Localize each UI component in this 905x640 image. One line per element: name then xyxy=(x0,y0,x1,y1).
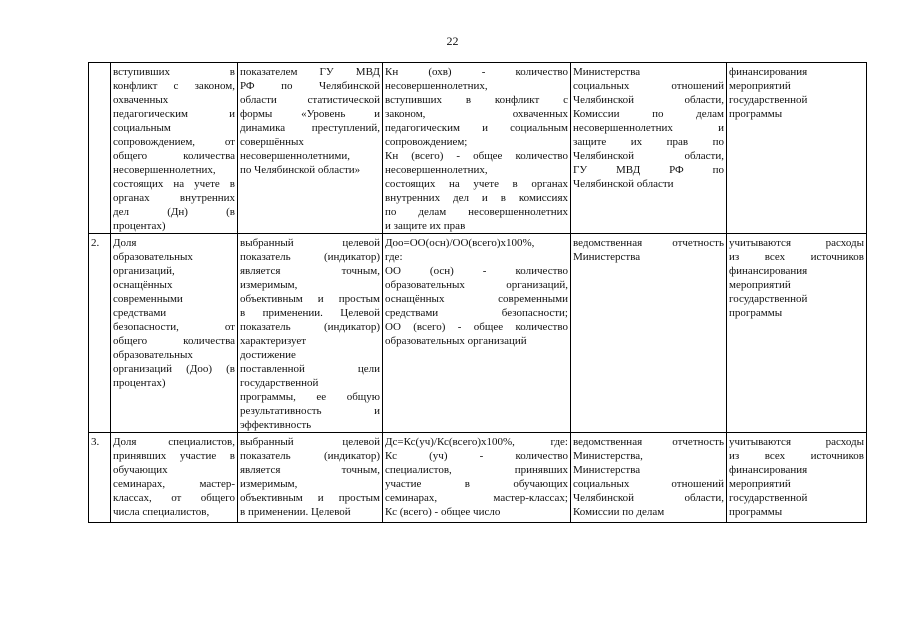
text-line: ГУ МВД РФ по xyxy=(573,164,724,176)
text-line: поставленной цели xyxy=(240,363,380,375)
text-line: состоящих на учете в органах xyxy=(385,178,568,190)
text-line: показатель (индикатор) xyxy=(240,251,380,263)
text-line: общего количества xyxy=(113,335,235,347)
indicator-name-cell xyxy=(111,63,238,234)
text-line: Комиссии по делам xyxy=(573,108,724,120)
text-line: образовательных xyxy=(113,349,193,361)
text-line: семинарах, мастер-классах; xyxy=(385,492,568,504)
text-line: Министерства, xyxy=(573,450,643,462)
funding-cell xyxy=(727,63,867,234)
text-line: средствами xyxy=(113,307,167,319)
text-line: результативность и xyxy=(240,405,380,417)
text-line: педагогическим и социальным xyxy=(385,122,568,134)
text-line: современными xyxy=(113,293,183,305)
data-source-cell xyxy=(571,433,727,523)
text-line: организаций, xyxy=(113,265,175,277)
text-line: эффективность xyxy=(240,419,312,431)
indicator-name-cell xyxy=(111,234,238,433)
text-line: в применении. Целевой xyxy=(240,307,380,319)
text-line: по делам несовершеннолетних xyxy=(385,206,568,218)
text-line: учитываются расходы xyxy=(729,436,864,448)
text-line: по Челябинской области» xyxy=(240,164,361,176)
text-line: финансирования xyxy=(729,265,808,277)
text-line: совершённых xyxy=(240,136,304,148)
text-line: образовательных xyxy=(113,251,193,263)
calculation-method-cell xyxy=(383,63,571,234)
text-line: программы xyxy=(729,307,783,319)
indicator-table xyxy=(88,62,867,523)
text-line: программы, ее общую xyxy=(240,391,380,403)
text-line: ОО (всего) - общее количество xyxy=(385,321,568,333)
text-line: числа специалистов, xyxy=(113,506,210,518)
text-line: педагогическим и xyxy=(113,108,235,120)
text-line: участие в обучающих xyxy=(385,478,568,490)
text-line: ОО (осн) - количество xyxy=(385,265,568,277)
text-line: ведомственная отчетность xyxy=(573,436,724,448)
row-number-cell: 2. xyxy=(89,234,111,433)
text-line: Кс (уч) - количество xyxy=(385,450,568,462)
text-line: несовершеннолетних, xyxy=(113,164,216,176)
text-line: состоящих на учете в xyxy=(113,178,235,190)
text-line: Челябинской области, xyxy=(573,94,724,106)
text-line: принявших участие в xyxy=(113,450,235,462)
text-line: программы xyxy=(729,506,783,518)
text-line: органах внутренних xyxy=(113,192,235,204)
text-line: финансирования xyxy=(729,464,808,476)
text-line: сопровождением, от xyxy=(113,136,235,148)
text-line: социальных отношений xyxy=(573,478,724,490)
text-line: выбранный целевой xyxy=(240,436,380,448)
text-line: Дс=Кс(уч)/Кс(всего)х100%, где: xyxy=(385,436,568,448)
text-line: социальных отношений xyxy=(573,80,724,92)
text-line: Министерства xyxy=(573,251,641,263)
text-line: показателем ГУ МВД xyxy=(240,66,380,78)
text-line: образовательных организаций xyxy=(385,335,527,347)
funding-cell xyxy=(727,234,867,433)
text-line: Кн (охв) - количество xyxy=(385,66,568,78)
text-line: Челябинской области, xyxy=(573,492,724,504)
text-line: сопровождением; xyxy=(385,136,468,148)
text-line: государственной xyxy=(240,377,319,389)
text-line: является точным, xyxy=(240,265,380,277)
text-line: защите их прав по xyxy=(573,136,724,148)
text-line: Доо=ОО(осн)/ОО(всего)х100%, xyxy=(385,237,535,249)
indicator-name-cell xyxy=(111,433,238,523)
text-line: программы xyxy=(729,108,783,120)
text-line: несовершеннолетних, xyxy=(385,164,488,176)
text-line: внутренних дел и в комиссиях xyxy=(385,192,568,204)
text-line: учитываются расходы xyxy=(729,237,864,249)
text-line: Челябинской области, xyxy=(573,150,724,162)
table-row xyxy=(89,234,867,433)
text-line: ведомственная отчетность xyxy=(573,237,724,249)
text-line: специалистов, принявших xyxy=(385,464,568,476)
text-line: социальным xyxy=(113,122,171,134)
indicator-rationale-cell xyxy=(238,63,383,234)
text-line: достижение xyxy=(240,349,296,361)
text-line: показатель (индикатор) xyxy=(240,450,380,462)
indicator-rationale-cell xyxy=(238,234,383,433)
text-line: в применении. Целевой xyxy=(240,506,351,518)
text-line: образовательных организаций, xyxy=(385,279,568,291)
text-line: процентах) xyxy=(113,220,166,232)
text-line: конфликт с законом, xyxy=(113,80,235,92)
text-line: классах, от общего xyxy=(113,492,235,504)
row-number-cell: 3. xyxy=(89,433,111,523)
text-line: Министерства xyxy=(573,464,641,476)
text-line: Кн (всего) - общее количество xyxy=(385,150,568,162)
text-line: государственной xyxy=(729,293,808,305)
text-line: законом, охваченных xyxy=(385,108,568,120)
text-line: из всех источников xyxy=(729,251,864,263)
text-line: вступивших в xyxy=(113,66,235,78)
text-line: Челябинской области xyxy=(573,178,674,190)
text-line: Доля специалистов, xyxy=(113,436,235,448)
text-line: процентах) xyxy=(113,377,166,389)
text-line: измеримым, xyxy=(240,478,298,490)
data-source-cell xyxy=(571,63,727,234)
indicator-rationale-cell xyxy=(238,433,383,523)
text-line: мероприятий xyxy=(729,279,791,291)
text-line: обучающих xyxy=(113,464,168,476)
text-line: из всех источников xyxy=(729,450,864,462)
text-line: оснащённых xyxy=(113,279,173,291)
calculation-method-cell xyxy=(383,234,571,433)
text-line: и защите их прав xyxy=(385,220,466,232)
text-line: охваченных xyxy=(113,94,169,106)
text-line: организаций (Доо) (в xyxy=(113,363,235,375)
text-line: Министерства xyxy=(573,66,641,78)
text-line: государственной xyxy=(729,492,808,504)
text-line: характеризует xyxy=(240,335,307,347)
table-row xyxy=(89,433,867,523)
text-line: безопасности, от xyxy=(113,321,235,333)
text-line: оснащённых современными xyxy=(385,293,568,305)
text-line: мероприятий xyxy=(729,80,791,92)
data-source-cell xyxy=(571,234,727,433)
text-line: вступивших в конфликт с xyxy=(385,94,568,106)
text-line: семинарах, мастер- xyxy=(113,478,235,490)
text-line: динамика преступлений, xyxy=(240,122,380,134)
text-line: объективным и простым xyxy=(240,492,380,504)
text-line: мероприятий xyxy=(729,478,791,490)
text-line: объективным и простым xyxy=(240,293,380,305)
text-line: формы «Уровень и xyxy=(240,108,380,120)
text-line: Доля xyxy=(113,237,137,249)
text-line: измеримым, xyxy=(240,279,298,291)
page-number: 22 xyxy=(446,34,459,48)
row-number-cell xyxy=(89,63,111,234)
text-line: несовершеннолетних и xyxy=(573,122,724,134)
text-line: финансирования xyxy=(729,66,808,78)
text-line: Кс (всего) - общее число xyxy=(385,506,501,518)
text-line: государственной xyxy=(729,94,808,106)
funding-cell xyxy=(727,433,867,523)
text-line: Комиссии по делам xyxy=(573,506,665,518)
text-line: где: xyxy=(385,251,403,263)
text-line: средствами безопасности; xyxy=(385,307,568,319)
text-line: общего количества xyxy=(113,150,235,162)
text-line: несовершеннолетними, xyxy=(240,150,350,162)
text-line: области статистической xyxy=(240,94,380,106)
text-line: является точным, xyxy=(240,464,380,476)
calculation-method-cell xyxy=(383,433,571,523)
text-line: несовершеннолетних, xyxy=(385,80,488,92)
text-line: выбранный целевой xyxy=(240,237,380,249)
text-line: дел (Дн) (в xyxy=(113,206,235,218)
text-line: РФ по Челябинской xyxy=(240,80,380,92)
table-row xyxy=(89,63,867,234)
text-line: показатель (индикатор) xyxy=(240,321,380,333)
